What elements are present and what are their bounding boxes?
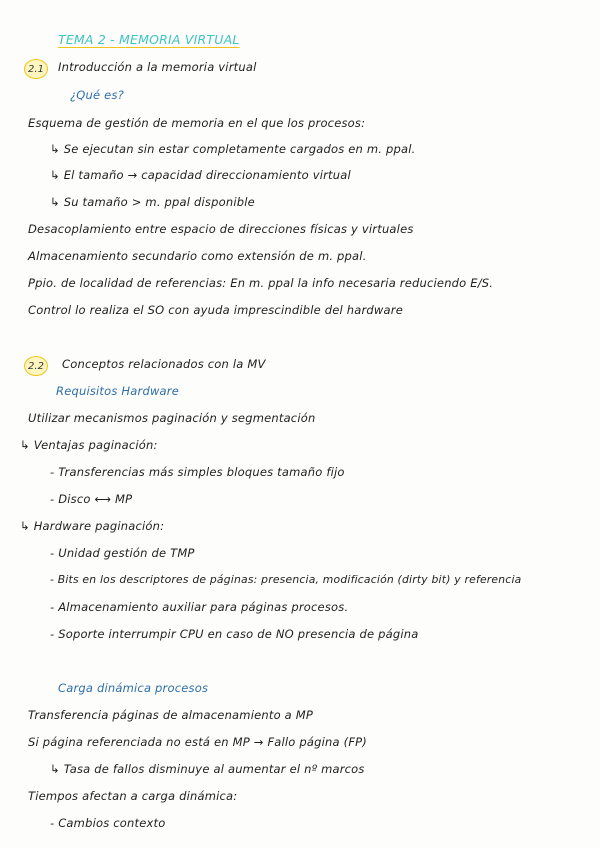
subheading: Requisitos Hardware (56, 384, 180, 398)
note-line: ↳ Se ejecutan sin estar completamente cargados en m. ppal. (50, 142, 416, 156)
note-line: Control lo realiza el SO con ayuda imprescindible del hardware (28, 303, 403, 317)
subheading: ¿Qué es? (70, 88, 124, 102)
section-heading: Introducción a la memoria virtual (58, 60, 257, 74)
subheading: Carga dinámica procesos (58, 681, 209, 695)
note-line: Esquema de gestión de memoria en el que los procesos: (28, 116, 366, 130)
note-line: - Cambios contexto (50, 816, 166, 830)
note-line: - Transferencias más simples bloques tamaño fijo (50, 465, 345, 479)
note-line: ↳ El tamaño → capacidad direccionamiento virtual (50, 168, 351, 182)
note-line: Tiempos afectan a carga dinámica: (28, 789, 238, 803)
section-number-badge: 2.1 (24, 59, 48, 79)
note-line: Almacenamiento secundario como extensión de m. ppal. (28, 249, 367, 263)
section-number-badge: 2.2 (24, 356, 48, 376)
note-line: Desacoplamiento entre espacio de direcciones físicas y virtuales (28, 222, 414, 236)
note-line: - Soporte interrumpir CPU en caso de NO presencia de página (50, 627, 419, 641)
note-line: Utilizar mecanismos paginación y segmentación (28, 411, 316, 425)
note-line: Ppio. de localidad de referencias: En m. ppal la info necesaria reduciendo E/S. (28, 276, 494, 290)
note-line: ↳ Hardware paginación: (20, 519, 165, 533)
note-line: Transferencia páginas de almacenamiento a MP (28, 708, 314, 722)
note-line: Si página referenciada no está en MP → Fallo página (FP) (28, 735, 367, 749)
note-line: ↳ Ventajas paginación: (20, 438, 158, 452)
section-heading: Conceptos relacionados con la MV (62, 357, 266, 371)
page-title: TEMA 2 - MEMORIA VIRTUAL (58, 32, 240, 47)
note-line: - Almacenamiento auxiliar para páginas procesos. (50, 600, 349, 614)
note-line: ↳ Tasa de fallos disminuye al aumentar el nº marcos (50, 762, 365, 776)
note-line: - Disco ⟷ MP (50, 492, 133, 506)
note-line: ↳ Su tamaño > m. ppal disponible (50, 195, 255, 209)
note-line: - Bits en los descriptores de páginas: presencia, modificación (dirty bit) y referencia (50, 573, 522, 586)
note-line: - Unidad gestión de TMP (50, 546, 195, 560)
